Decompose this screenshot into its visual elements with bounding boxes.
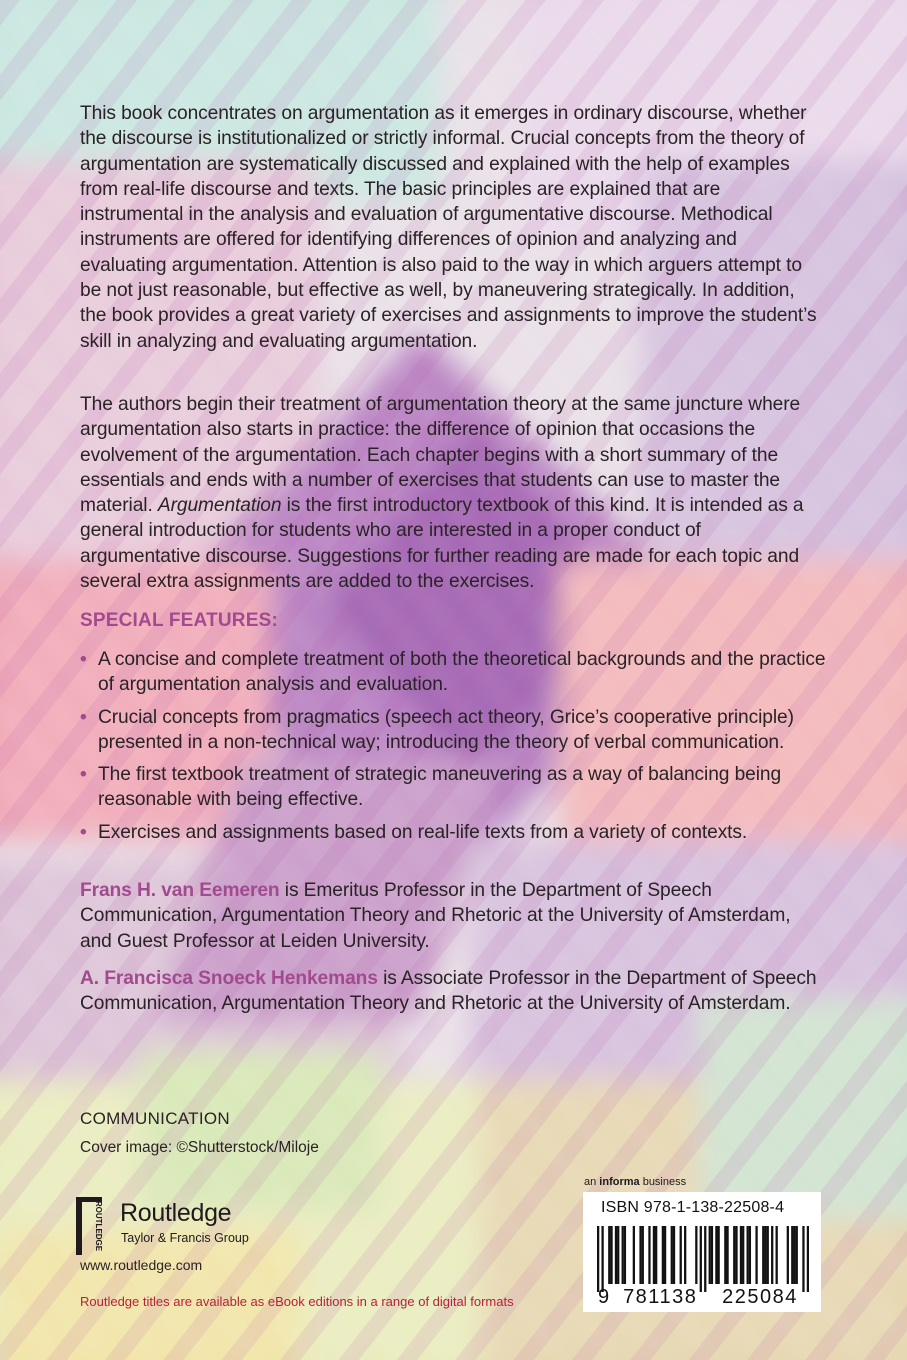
barcode-bar	[662, 1226, 664, 1284]
barcode-bar	[648, 1226, 650, 1284]
barcode-bar	[709, 1226, 711, 1284]
barcode-bar	[639, 1226, 641, 1284]
feature-text: A concise and complete treatment of both the theoretical backgrounds and the practice of argumentation analysis and evaluation.	[98, 649, 826, 696]
barcode-bar	[601, 1226, 603, 1292]
description-paragraph-2	[80, 392, 825, 594]
barcode-bar	[610, 1226, 612, 1284]
barcode-bar	[642, 1226, 644, 1284]
barcode-bar	[624, 1226, 626, 1284]
isbn-barcode	[583, 1192, 821, 1312]
author-bio-text: is Emeritus Professor in the Department of Speech Communication, Argumentation Theory and Rhetoric at the University of Amsterdam, and Guest Professor at Leiden University.	[80, 880, 791, 952]
barcode-bar	[726, 1226, 728, 1284]
description-paragraph-2-start: The authors begin their treatment of argumentation theory at the same juncture where argumentation also starts in practice: the difference of opinion that occasions the evolvement of the argumentation. Each chapter begins with a short summary of the essentials and ends with a number of exercises that students can use to master the material.	[80, 394, 801, 517]
barcode-bar	[615, 1226, 617, 1284]
barcode-bar	[622, 1226, 624, 1284]
subject-category: COMMUNICATION	[80, 1109, 230, 1128]
barcode-bar	[771, 1226, 773, 1284]
barcode-bar	[664, 1226, 666, 1284]
logo-vertical-text: ROUTLEDGE	[94, 1200, 103, 1252]
publisher-group: Taylor & Francis Group	[121, 1231, 249, 1245]
feature-item	[80, 705, 840, 756]
barcode-bar	[700, 1226, 702, 1292]
informa-prefix: an	[584, 1176, 600, 1188]
bullet-icon: •	[80, 649, 87, 670]
barcode-bar	[747, 1226, 749, 1284]
author-name: A. Francisca Snoeck Henkemans	[80, 968, 378, 989]
informa-brand: informa	[599, 1176, 640, 1188]
barcode-digit-group-1: 781138	[623, 1286, 698, 1308]
barcode-bar	[680, 1226, 682, 1284]
barcode-bar	[807, 1226, 809, 1292]
barcode-bar	[749, 1226, 751, 1284]
barcode-icon	[597, 1226, 809, 1292]
barcode-bar	[767, 1226, 769, 1284]
bullet-icon: •	[80, 764, 87, 786]
feature-item	[80, 820, 840, 845]
barcode-bar	[715, 1226, 717, 1284]
description-paragraph-1: This book concentrates on argumentation as it emerges in ordinary discourse, whether the discourse is institutionalized or strictly informal. Crucial concepts from the theory of argumentation are systematically discussed and explained with the help of examples from real-life discourse and texts. The basic principles are explained that are instrumental in the analysis and evaluation of argumentative discourse. Methodical instruments are offered for identifying differences of opinion and analyzing and evaluating argumentation. Attention is also paid to the way in which arguers attempt to be not just reasonable, but effective as well, by maneuvering strategically. In addition, the book provides a great variety of exercises and assignments to improve the student’s skill in analyzing and evaluating argumentation.	[80, 103, 817, 352]
barcode-bar	[617, 1226, 619, 1284]
barcode-bar	[655, 1226, 657, 1284]
barcode-bar	[695, 1226, 697, 1284]
barcode-digit-first: 9	[598, 1286, 611, 1308]
barcode-bar	[742, 1226, 744, 1284]
barcode-bar	[633, 1226, 635, 1284]
routledge-logo-icon	[76, 1197, 108, 1255]
feature-text: Crucial concepts from pragmatics (speech act theory, Grice’s cooperative principle) presented in a non-technical way; introducing the theory of verbal communication.	[98, 706, 794, 753]
cover-image-credit: Cover image: ©Shutterstock/Miloje	[80, 1139, 319, 1156]
barcode-bar	[796, 1226, 798, 1284]
barcode-bar	[597, 1226, 599, 1292]
bullet-icon: •	[80, 821, 87, 843]
barcode-bar	[735, 1226, 737, 1284]
barcode-bar	[718, 1226, 720, 1284]
barcode-bar	[671, 1226, 673, 1284]
barcode-bar	[673, 1226, 675, 1284]
author-bio-text: is Associate Professor in the Department of Speech Communication, Argumentation Theory and Rhetoric at the University of Amsterdam.	[80, 968, 817, 1015]
barcode-bar	[704, 1226, 706, 1292]
feature-item	[80, 647, 840, 698]
barcode-bar	[762, 1226, 764, 1284]
barcode-bar	[684, 1226, 686, 1284]
bullet-icon: •	[80, 706, 87, 728]
barcode-bar	[776, 1226, 778, 1284]
author-name: Frans H. van Eemeren	[80, 880, 280, 901]
publisher-website-link[interactable]: www.routledge.com	[80, 1257, 203, 1273]
barcode-bar	[733, 1226, 735, 1284]
isbn-label: ISBN 978-1-138-22508-4	[601, 1199, 785, 1216]
book-title-inline: Argumentation	[157, 495, 282, 517]
barcode-bar	[740, 1226, 742, 1284]
barcode-digits	[598, 1286, 798, 1309]
feature-item	[80, 762, 840, 813]
barcode-bar	[787, 1226, 789, 1284]
barcode-bar	[793, 1226, 795, 1284]
ebook-availability-note: Routledge titles are available as eBook editions in a range of digital formats	[80, 1294, 514, 1309]
informa-business-tagline	[584, 1176, 686, 1188]
feature-text: Exercises and assignments based on real-life texts from a variety of contexts.	[98, 821, 748, 843]
barcode-digit-group-2: 225084	[722, 1286, 798, 1308]
barcode-bar	[711, 1226, 713, 1284]
informa-suffix: business	[639, 1176, 687, 1188]
publisher-logo	[76, 1197, 276, 1255]
author-bio-1	[80, 878, 820, 954]
barcode-bar	[802, 1226, 804, 1292]
publisher-name: Routledge	[120, 1199, 232, 1227]
special-features-list	[80, 647, 840, 852]
barcode-bar	[791, 1226, 793, 1284]
barcode-bar	[724, 1226, 726, 1284]
barcode-bar	[755, 1226, 757, 1284]
barcode-bar	[653, 1226, 655, 1284]
barcode-bar	[764, 1226, 766, 1284]
barcode-bar	[608, 1226, 610, 1284]
feature-text: The first textbook treatment of strategic maneuvering as a way of balancing being reasonable with being effective.	[98, 764, 782, 811]
description-paragraph-2-end: is the first introductory textbook of this kind. It is intended as a general introduction for students who are interested in a proper conduct of argumentative discourse. Suggestions for further reading are made for each topic and several extra assignments are added to the exercises.	[80, 495, 804, 593]
author-bio-2	[80, 966, 820, 1017]
special-features-heading: SPECIAL FEATURES:	[80, 610, 278, 631]
